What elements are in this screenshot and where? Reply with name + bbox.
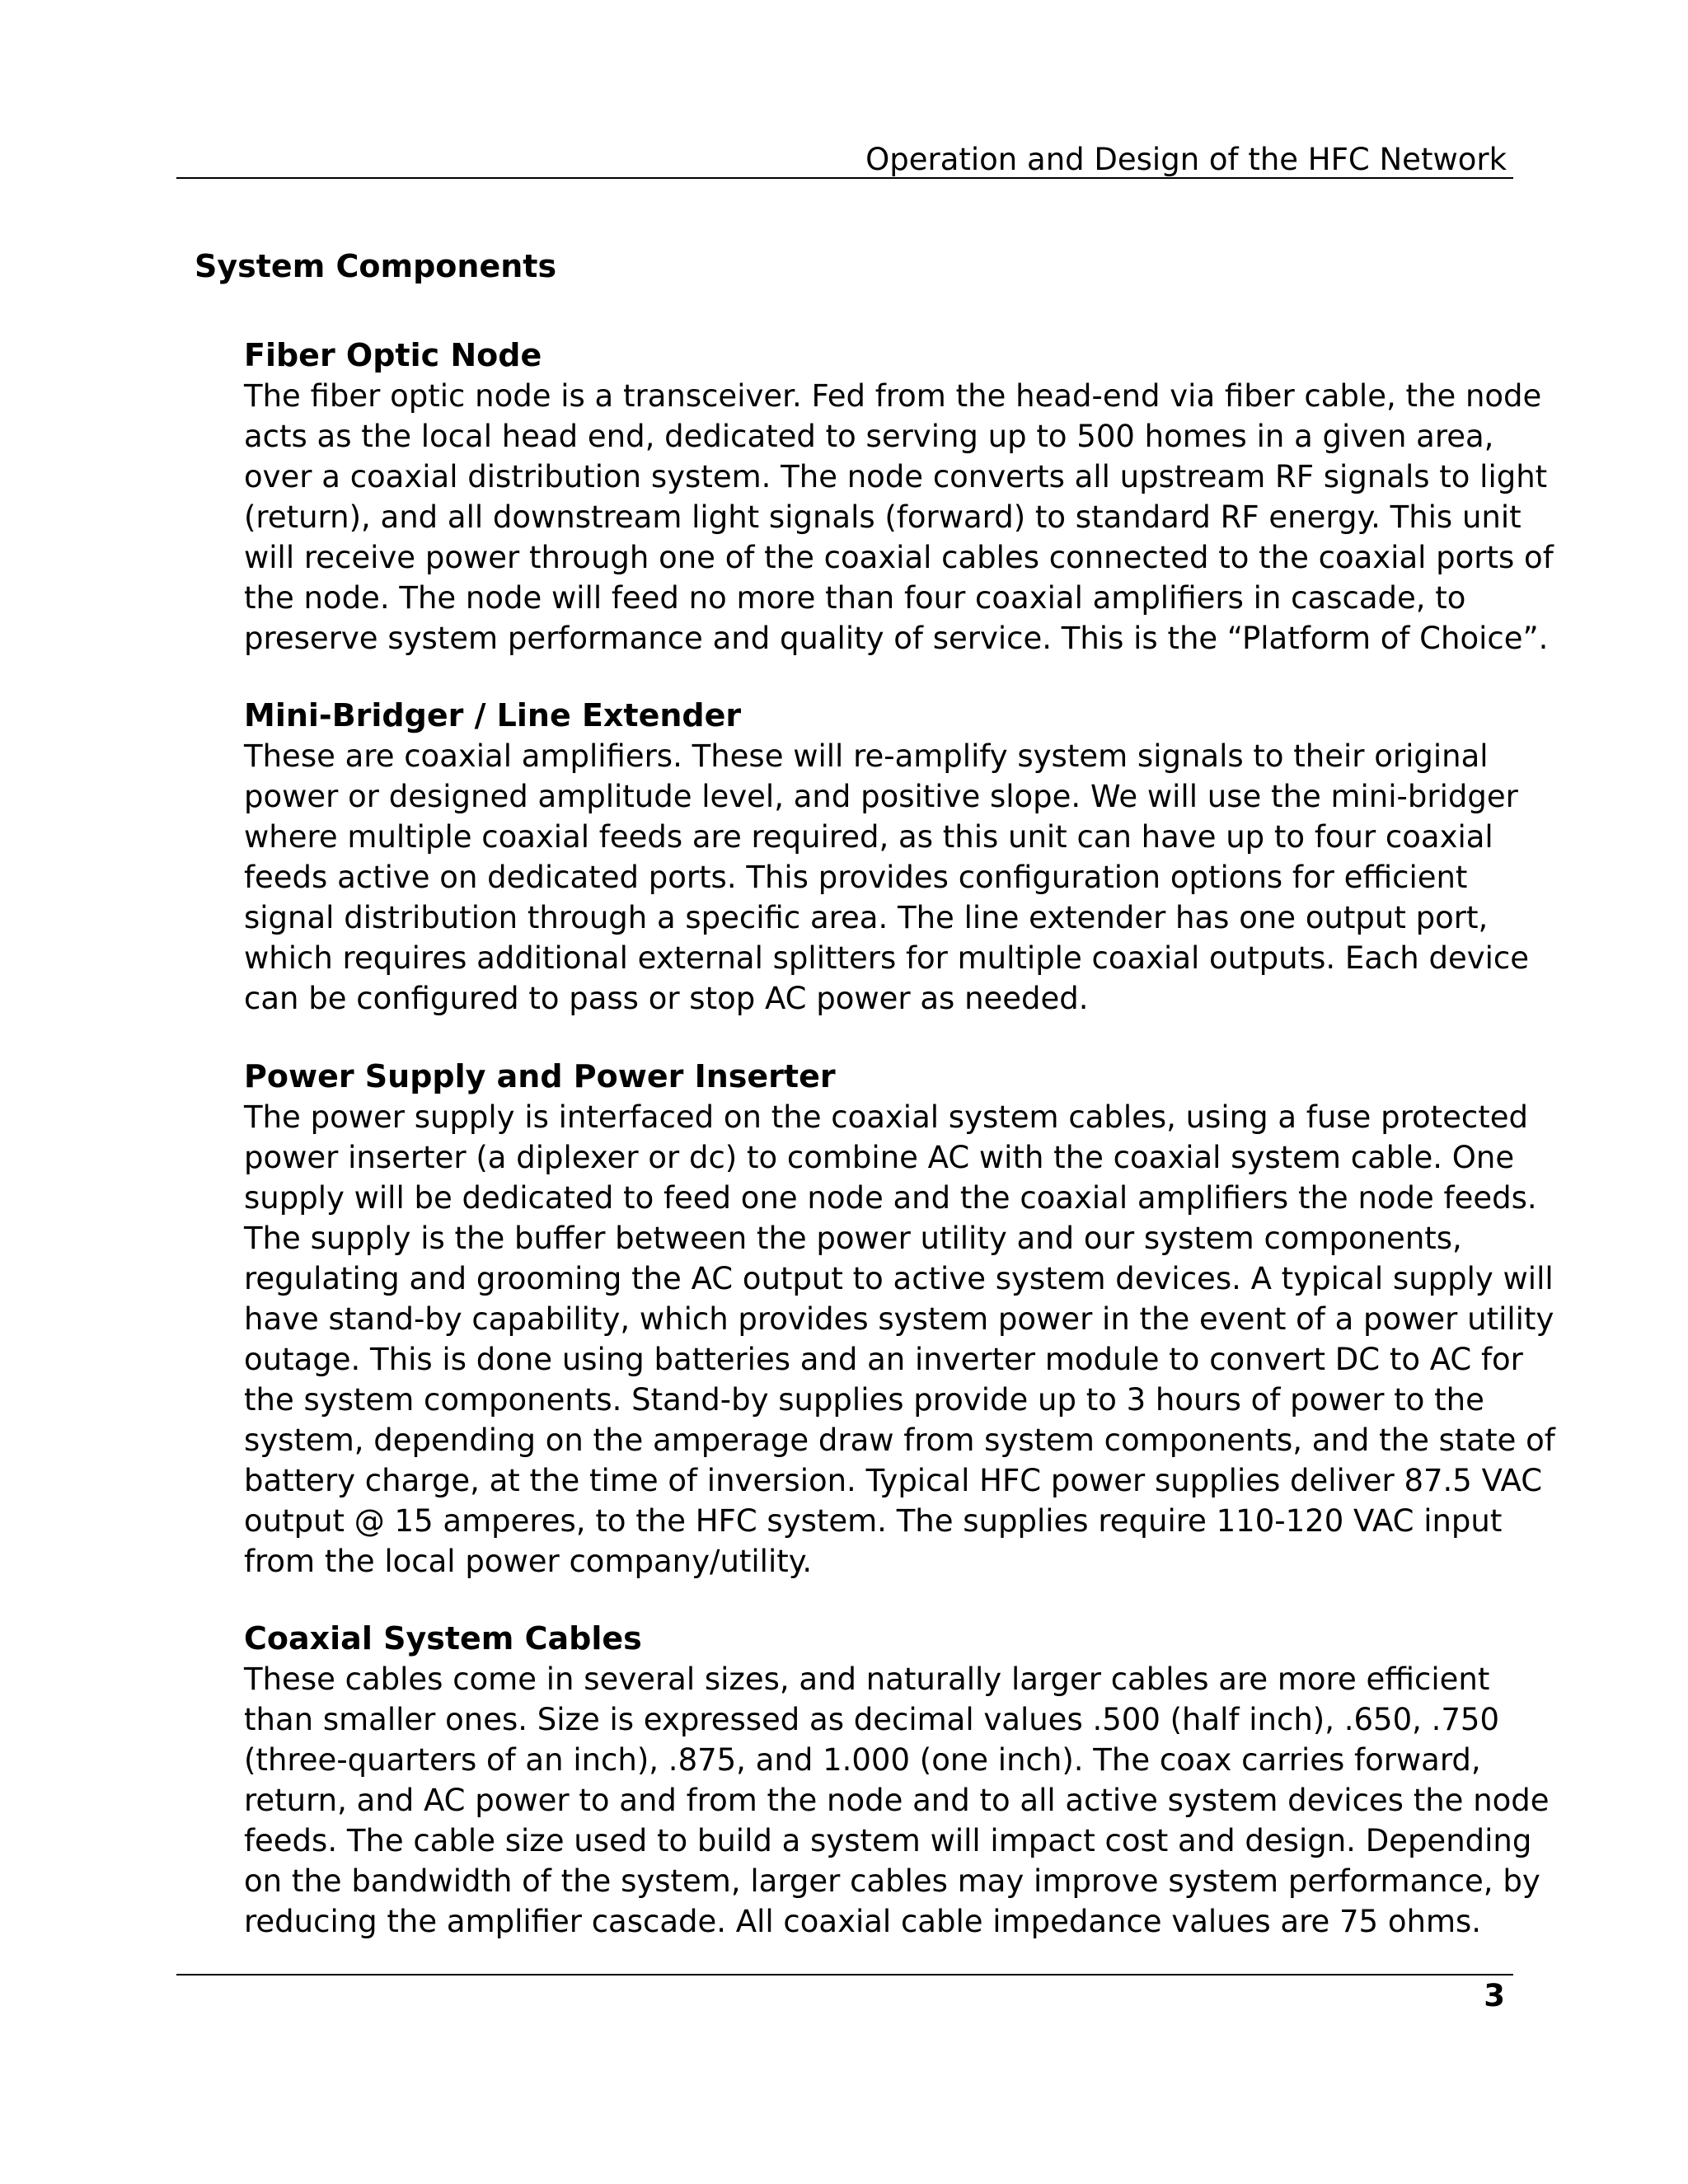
paragraph-line: output @ 15 amperes, to the HFC system. The supplies require 110-120 VAC input: [244, 1503, 1503, 1539]
running-header: Operation and Design of the HFC Network: [865, 142, 1507, 177]
paragraph-line: The supply is the buffer between the power utility and our system components,: [244, 1221, 1462, 1256]
subsection-coaxial-system-cables: [244, 1618, 1550, 1942]
paragraph-line: power inserter (a diplexer or dc) to combine AC with the coaxial system cable. One: [244, 1140, 1515, 1175]
paragraph-line: regulating and grooming the AC output to active system devices. A typical supply will: [244, 1261, 1554, 1296]
paragraph-line: will receive power through one of the coaxial cables connected to the coaxial ports of: [244, 540, 1554, 575]
subsection-mini-bridger-line-extender: [244, 695, 1530, 1019]
paragraph-line: the node. The node will feed no more than four coaxial amplifiers in cascade, to: [244, 580, 1466, 616]
subsection-power-supply-power-inserter: [244, 1056, 1555, 1582]
subsection-heading: Mini-Bridger / Line Extender: [244, 697, 742, 733]
subsection-heading: Fiber Optic Node: [244, 337, 542, 373]
paragraph-line: where multiple coaxial feeds are required, as this unit can have up to four coaxial: [244, 819, 1493, 855]
subsection-heading: Coaxial System Cables: [244, 1620, 642, 1657]
paragraph-line: The fiber optic node is a transceiver. Fed from the head-end via fiber cable, the node: [244, 378, 1542, 414]
paragraph-line: have stand-by capability, which provides system power in the event of a power utility: [244, 1301, 1554, 1337]
paragraph-line: feeds. The cable size used to build a system will impact cost and design. Depending: [244, 1823, 1532, 1858]
paragraph-line: than smaller ones. Size is expressed as decimal values .500 (half inch), .650, .750: [244, 1702, 1500, 1737]
paragraph-line: acts as the local head end, dedicated to serving up to 500 homes in a given area,: [244, 419, 1494, 454]
paragraph-line: can be configured to pass or stop AC power as needed.: [244, 981, 1089, 1016]
paragraph-line: The power supply is interfaced on the coaxial system cables, using a fuse protected: [244, 1099, 1528, 1135]
paragraph-line: feeds active on dedicated ports. This provides configuration options for efficient: [244, 860, 1468, 895]
subsection-fiber-optic-node: [244, 335, 1554, 658]
page-number: 3: [1484, 1978, 1505, 2013]
paragraph-line: on the bandwidth of the system, larger cables may improve system performance, by: [244, 1863, 1540, 1899]
paragraph-line: outage. This is done using batteries and an inverter module to convert DC to AC for: [244, 1342, 1523, 1377]
paragraph-line: power or designed amplitude level, and positive slope. We will use the mini-bridger: [244, 779, 1518, 814]
paragraph-line: reducing the amplifier cascade. All coaxial cable impedance values are 75 ohms.: [244, 1904, 1482, 1939]
paragraph-line: These cables come in several sizes, and naturally larger cables are more efficient: [244, 1661, 1490, 1697]
section-title: System Components: [195, 248, 557, 284]
paragraph-line: the system components. Stand-by supplies provide up to 3 hours of power to the: [244, 1382, 1484, 1418]
paragraph-line: (return), and all downstream light signals (forward) to standard RF energy. This unit: [244, 499, 1522, 535]
paragraph-line: over a coaxial distribution system. The node converts all upstream RF signals to light: [244, 459, 1548, 494]
paragraph-line: (three-quarters of an inch), .875, and 1.000 (one inch). The coax carries forward,: [244, 1742, 1481, 1778]
paragraph-line: These are coaxial amplifiers. These will re-amplify system signals to their original: [244, 738, 1489, 774]
paragraph-line: from the local power company/utility.: [244, 1544, 813, 1579]
subsection-heading: Power Supply and Power Inserter: [244, 1058, 836, 1094]
header-rule: [176, 177, 1513, 179]
paragraph-line: system, depending on the amperage draw from system components, and the state of: [244, 1422, 1555, 1458]
paragraph-line: battery charge, at the time of inversion. Typical HFC power supplies deliver 87.5 VAC: [244, 1463, 1543, 1498]
paragraph-line: which requires additional external splitters for multiple coaxial outputs. Each device: [244, 940, 1530, 976]
paragraph-line: supply will be dedicated to feed one node and the coaxial amplifiers the node feeds.: [244, 1180, 1537, 1216]
footer-rule: [176, 1974, 1513, 1975]
paragraph-line: preserve system performance and quality of service. This is the “Platform of Choice”.: [244, 621, 1549, 656]
paragraph-line: signal distribution through a specific area. The line extender has one output port,: [244, 900, 1489, 935]
paragraph-line: return, and AC power to and from the node and to all active system devices the node: [244, 1783, 1550, 1818]
